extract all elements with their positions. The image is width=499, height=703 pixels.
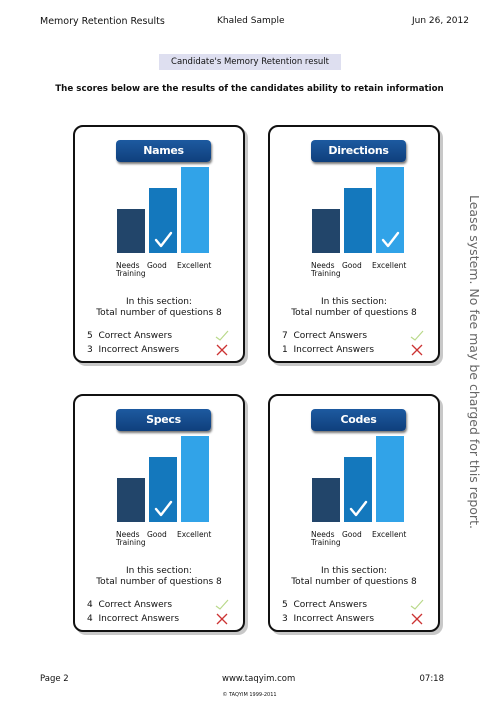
bar-needs-training — [312, 478, 340, 522]
label-excellent: Excellent — [177, 261, 212, 270]
side-disclaimer: Lease system. No fee may be charged for this report. — [467, 195, 482, 529]
section-title: Directions — [311, 140, 406, 162]
total-questions: Total number of questions 8 — [291, 577, 417, 587]
bar-good — [149, 188, 177, 253]
section-title: Specs — [116, 409, 211, 431]
correct-answers: 5 Correct Answers — [87, 331, 173, 341]
tick-icon — [215, 330, 229, 342]
level-chart — [312, 167, 408, 253]
total-questions: Total number of questions 8 — [96, 577, 222, 587]
section-title: Names — [116, 140, 211, 162]
score-card — [73, 125, 245, 363]
correct-answers: 7 Correct Answers — [282, 331, 368, 341]
incorrect-answers: 3 Incorrect Answers — [282, 614, 375, 624]
intro-text: The scores below are the results of the candidates ability to retain information — [55, 84, 444, 94]
check-icon — [153, 230, 173, 250]
bar-excellent — [181, 167, 209, 253]
header-title: Memory Retention Results — [40, 16, 165, 27]
footer-page: Page 2 — [40, 674, 69, 684]
total-questions: Total number of questions 8 — [96, 308, 222, 318]
check-icon — [380, 230, 400, 250]
section-label: In this section: — [321, 566, 387, 576]
level-chart — [117, 436, 213, 522]
score-card — [268, 394, 440, 632]
section-label: In this section: — [126, 297, 192, 307]
label-needs-training: Needs Training — [116, 261, 146, 278]
report-date: Jun 26, 2012 — [411, 16, 469, 26]
result-subtitle: Candidate's Memory Retention result — [159, 54, 341, 70]
label-good: Good — [342, 530, 362, 539]
section-title: Codes — [311, 409, 406, 431]
incorrect-answers: 1 Incorrect Answers — [282, 345, 375, 355]
cross-icon — [410, 613, 424, 625]
tick-icon — [215, 599, 229, 611]
bar-good — [344, 457, 372, 522]
check-icon — [348, 499, 368, 519]
label-excellent: Excellent — [177, 530, 212, 539]
correct-answers: 4 Correct Answers — [87, 600, 173, 610]
correct-answers: 5 Correct Answers — [282, 600, 368, 610]
bar-good — [344, 188, 372, 253]
bar-excellent — [376, 436, 404, 522]
footer-copyright: © TAQYIM 1999-2011 — [222, 692, 277, 698]
cross-icon — [215, 613, 229, 625]
footer-time: 07:18 — [419, 674, 444, 684]
bar-excellent — [181, 436, 209, 522]
cross-icon — [410, 344, 424, 356]
cross-icon — [215, 344, 229, 356]
incorrect-answers: 3 Incorrect Answers — [87, 345, 180, 355]
incorrect-answers: 4 Incorrect Answers — [87, 614, 180, 624]
section-label: In this section: — [321, 297, 387, 307]
level-chart — [117, 167, 213, 253]
score-card — [73, 394, 245, 632]
bar-needs-training — [117, 478, 145, 522]
level-chart — [312, 436, 408, 522]
score-card — [268, 125, 440, 363]
label-needs-training: Needs Training — [116, 530, 146, 547]
tick-icon — [410, 330, 424, 342]
bar-needs-training — [312, 209, 340, 253]
total-questions: Total number of questions 8 — [291, 308, 417, 318]
label-needs-training: Needs Training — [311, 530, 341, 547]
bar-good — [149, 457, 177, 522]
check-icon — [153, 499, 173, 519]
label-needs-training: Needs Training — [311, 261, 341, 278]
label-excellent: Excellent — [372, 261, 407, 270]
label-good: Good — [147, 530, 167, 539]
bar-needs-training — [117, 209, 145, 253]
bar-excellent — [376, 167, 404, 253]
candidate-name: Khaled Sample — [217, 16, 285, 26]
footer-website: www.taqyim.com — [222, 674, 296, 684]
label-good: Good — [342, 261, 362, 270]
tick-icon — [410, 599, 424, 611]
section-label: In this section: — [126, 566, 192, 576]
label-good: Good — [147, 261, 167, 270]
label-excellent: Excellent — [372, 530, 407, 539]
